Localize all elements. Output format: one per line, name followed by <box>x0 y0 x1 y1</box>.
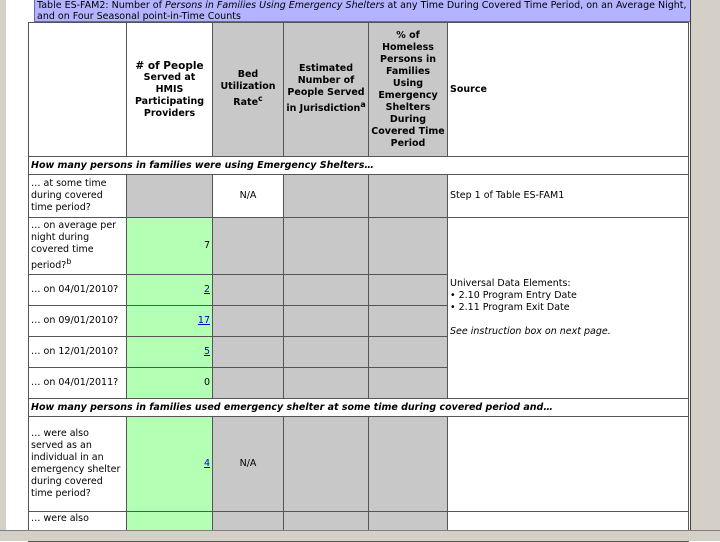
value-link[interactable]: 17 <box>197 315 210 326</box>
header-bed-utilization-sup: c <box>258 94 263 104</box>
table-title <box>34 0 690 22</box>
section-heading-1: How many persons in families were using Emergency Shelters… <box>29 157 689 175</box>
bottom-edge <box>0 530 720 541</box>
row-percent-cell <box>369 337 448 368</box>
row-bed-cell <box>213 337 284 368</box>
row-bed-cell <box>213 368 284 399</box>
row-bed-rate: N/A <box>213 417 284 512</box>
row-label: … were also <box>29 512 127 542</box>
row-value-input[interactable] <box>127 306 213 337</box>
row-value-input[interactable]: 0 <box>127 368 213 399</box>
row-estimate-cell <box>284 306 369 337</box>
source-list <box>450 278 686 338</box>
header-estimated-number-sup: a <box>360 100 366 110</box>
row-label: … on 04/01/2011? <box>29 368 127 399</box>
row-label-sup: b <box>66 256 72 266</box>
header-estimated-number-text: Estimated Number of People Served in Jurisdiction <box>286 63 365 115</box>
row-value-input[interactable]: 7 <box>127 218 213 275</box>
value-link[interactable]: 4 <box>203 458 210 469</box>
row-value-input[interactable] <box>127 275 213 306</box>
source-cell-1: Step 1 of Table ES-FAM1 <box>448 175 689 218</box>
header-people-served-sub: Served at HMIS Participating Providers <box>134 71 205 119</box>
source-item-exit: • 2.11 Program Exit Date <box>450 302 570 313</box>
row-estimate-cell <box>284 368 369 399</box>
value-link[interactable]: 2 <box>203 284 210 295</box>
row-label: … at some time during covered time period? <box>29 175 127 218</box>
header-blank <box>29 23 127 157</box>
row-estimate-cell <box>284 275 369 306</box>
row-label: … on 12/01/2010? <box>29 337 127 368</box>
header-people-served-title: # of People <box>135 59 204 72</box>
header-row <box>29 23 689 157</box>
table-row <box>29 417 689 512</box>
section-heading-2: How many persons in families used emergency shelter at some time during covered period and… <box>29 399 689 417</box>
row-estimate-cell <box>284 218 369 275</box>
row-bed-cell <box>213 275 284 306</box>
row-bed-cell <box>213 218 284 275</box>
title-emphasis: Persons in Families Using Emergency Shelters <box>164 0 385 11</box>
row-label-text: … on average per night during covered time period? <box>31 219 117 272</box>
row-estimate-cell <box>284 417 369 512</box>
section-row-2 <box>29 399 689 417</box>
row-bed-cell <box>213 306 284 337</box>
header-bed-utilization <box>213 23 284 157</box>
row-value-input[interactable] <box>127 417 213 512</box>
source-note: See instruction box on next page. <box>450 326 611 337</box>
row-label: … on 04/01/2010? <box>29 275 127 306</box>
row-label: … on 09/01/2010? <box>29 306 127 337</box>
title-suffix: at any Time During Covered Time Period, on an Average Night, and on Four Seasonal point-in-Time Counts <box>37 0 687 22</box>
header-estimated-number <box>284 23 369 157</box>
vertical-scrollbar[interactable] <box>690 0 720 540</box>
row-percent-cell <box>369 275 448 306</box>
row-label: … were also served as an individual in an emergency shelter during covered time period? <box>29 417 127 512</box>
source-item-entry: • 2.10 Program Entry Date <box>450 290 577 301</box>
value-link[interactable]: 5 <box>203 346 210 357</box>
row-estimate-cell <box>284 337 369 368</box>
row-estimate-cell <box>284 175 369 218</box>
table-row <box>29 175 689 218</box>
section-row-1 <box>29 157 689 175</box>
row-percent-cell <box>369 368 448 399</box>
title-prefix: Table ES-FAM2: Number of <box>37 0 165 11</box>
header-source: Source <box>448 23 689 157</box>
row-bed-rate: N/A <box>213 175 284 218</box>
row-label <box>29 218 127 275</box>
row-percent-cell <box>369 306 448 337</box>
row-percent-cell <box>369 175 448 218</box>
header-percent-homeless: % of Homeless Persons in Families Using Emergency Shelters During Covered Time Period <box>369 23 448 157</box>
source-heading: Universal Data Elements: <box>450 278 571 289</box>
row-value-cell <box>127 175 213 218</box>
header-people-served <box>127 23 213 157</box>
header-bed-utilization-text: Bed Utilization Rate <box>220 69 276 109</box>
es-fam2-table <box>28 22 689 542</box>
source-cell-2 <box>448 218 689 399</box>
source-cell-3 <box>448 417 689 512</box>
row-percent-cell <box>369 218 448 275</box>
table-row <box>29 218 689 275</box>
row-value-input[interactable] <box>127 337 213 368</box>
row-percent-cell <box>369 417 448 512</box>
